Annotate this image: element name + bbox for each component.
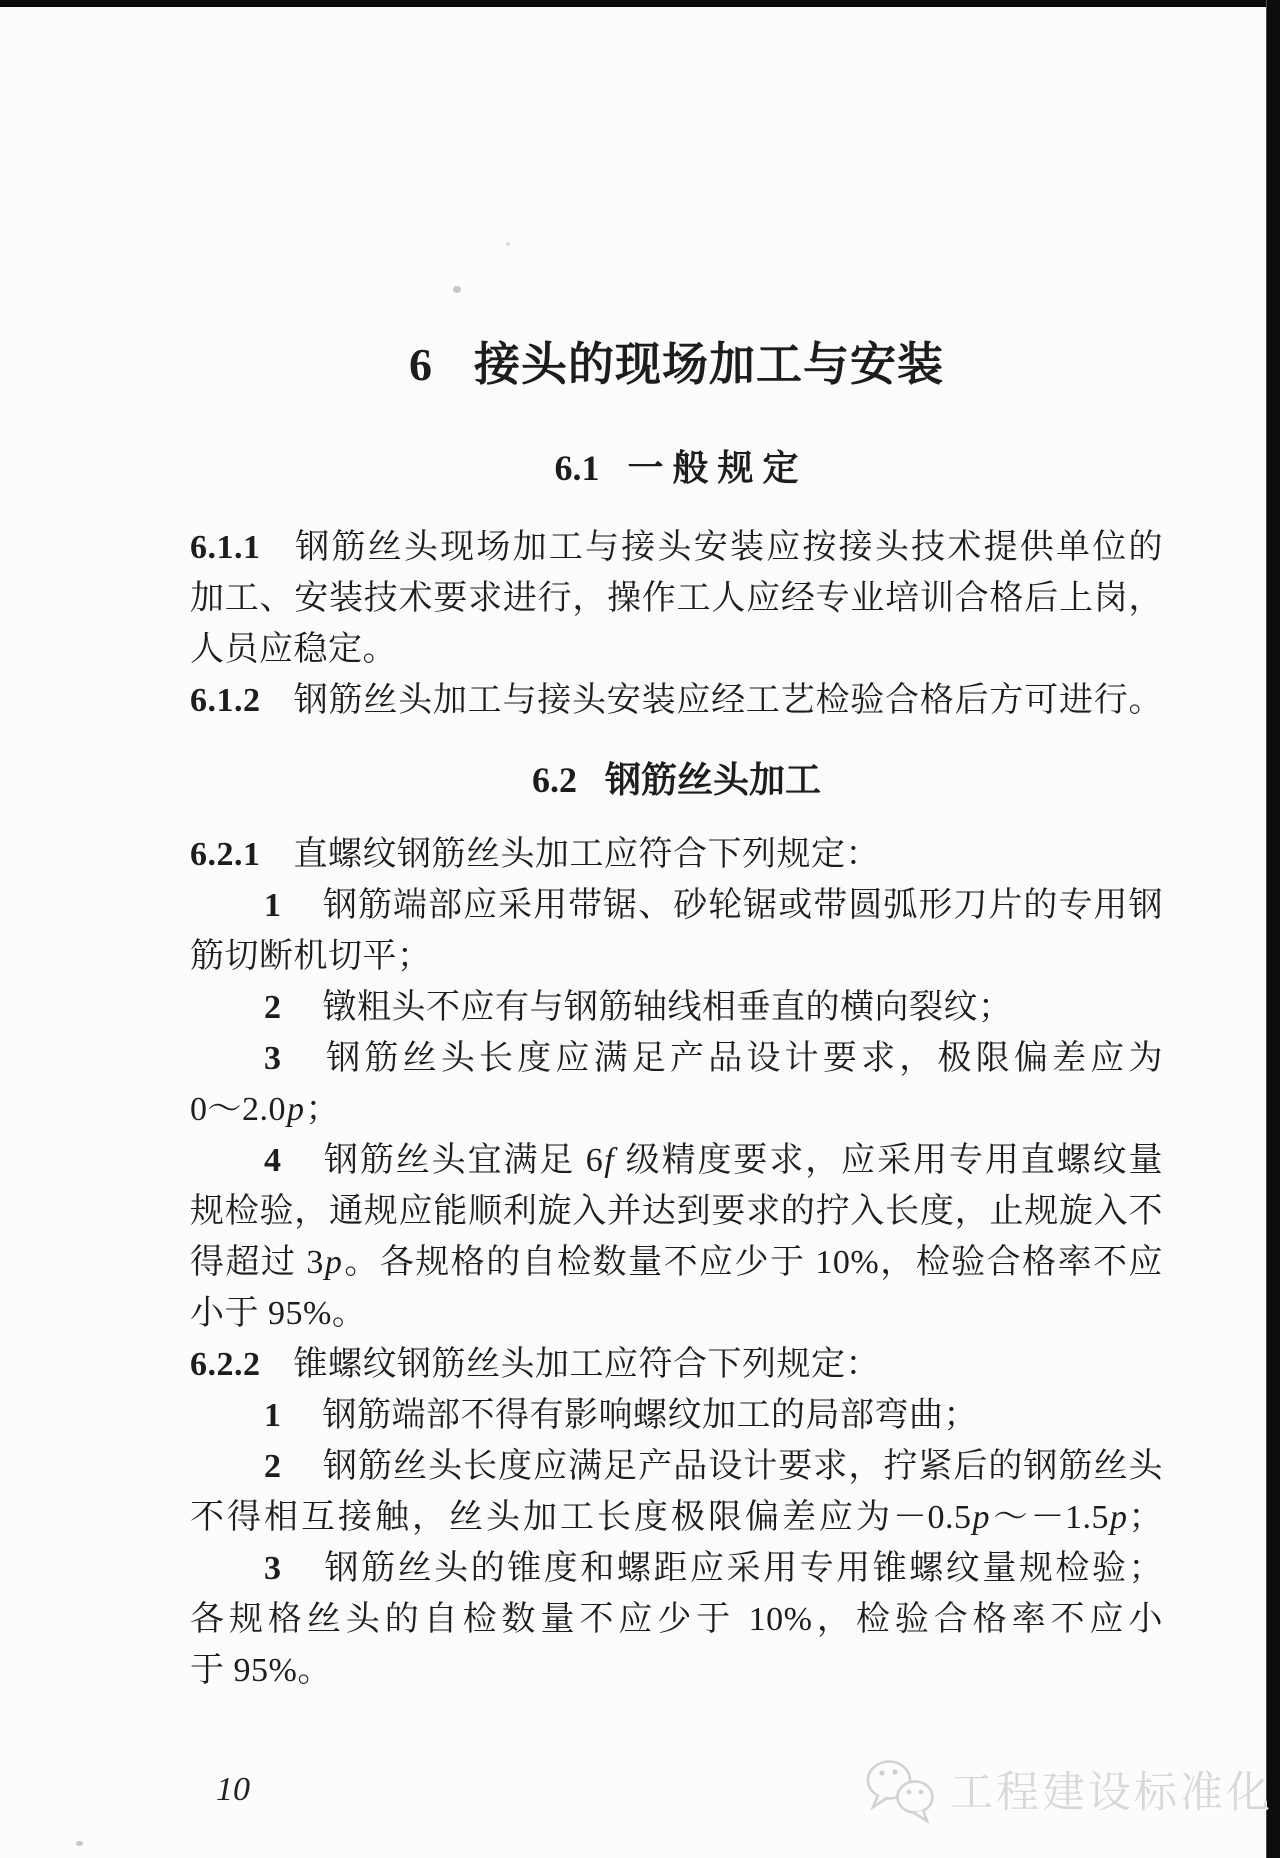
- document-body: [190, 446, 1163, 1696]
- line-text: 直螺纹钢筋丝头加工应符合下列规定：: [293, 836, 880, 873]
- continuation-line: [190, 1237, 1163, 1288]
- item-number: 1: [264, 887, 282, 924]
- chapter-title-text: 接头的现场加工与安装: [474, 339, 944, 390]
- wechat-bubbles-icon: [864, 1758, 940, 1829]
- line-text: 镦粗头不应有与钢筋轴线相垂直的横向裂纹；: [322, 989, 1013, 1026]
- item-line: [190, 982, 1163, 1033]
- item-number: 4: [264, 1142, 282, 1179]
- section-heading-text: 钢筋丝头加工: [604, 760, 821, 800]
- clause-line: [190, 675, 1163, 726]
- line-text: 人员应稳定。: [190, 631, 397, 668]
- item-number: 3: [264, 1040, 282, 1077]
- line-text: 钢筋丝头现场加工与接头安装应按接头技术提供单位的: [293, 529, 1163, 566]
- line-text: 筋切断机切平；: [190, 938, 432, 975]
- item-line: [190, 880, 1163, 931]
- continuation-line: [190, 1645, 1163, 1696]
- clause-line: [190, 522, 1163, 573]
- line-text: 规检验，通规应能顺利旋入并达到要求的拧入长度，止规旋入不: [190, 1193, 1163, 1230]
- continuation-line: [190, 573, 1163, 624]
- item-line: [190, 1033, 1163, 1084]
- watermark-text: 工程建设标准化: [950, 1769, 1272, 1817]
- line-text: 不得相互接触，丝头加工长度极限偏差应为－0.5p～－1.5p；: [190, 1499, 1163, 1536]
- item-number: 1: [264, 1397, 282, 1434]
- item-line: [190, 1543, 1163, 1594]
- line-text: 钢筋端部应采用带锯、砂轮锯或带圆弧形刀片的专用钢: [322, 887, 1163, 924]
- item-line: [190, 1441, 1163, 1492]
- line-text: 0～2.0p；: [190, 1091, 340, 1128]
- chapter-number: 6: [409, 339, 432, 390]
- line-text: 小于 95%。: [190, 1295, 367, 1332]
- watermark: [864, 1758, 1272, 1829]
- page-number: 10: [216, 1771, 250, 1808]
- continuation-line: [190, 931, 1163, 982]
- continuation-line: [190, 624, 1163, 675]
- line-text: 钢筋丝头长度应满足产品设计要求，拧紧后的钢筋丝头: [322, 1448, 1163, 1485]
- section-heading-text: 一 般 规 定: [627, 448, 799, 488]
- item-line: [190, 1390, 1163, 1441]
- clause-number: 6.1.2: [190, 682, 261, 719]
- clause-number: 6.1.1: [190, 529, 261, 566]
- item-number: 2: [264, 1448, 282, 1485]
- clause-number: 6.2.1: [190, 836, 261, 873]
- line-text: 锥螺纹钢筋丝头加工应符合下列规定：: [293, 1346, 880, 1383]
- line-text: 钢筋丝头的锥度和螺距应采用专用锥螺纹量规检验；: [322, 1550, 1163, 1587]
- continuation-line: [190, 1288, 1163, 1339]
- line-text: 加工、安装技术要求进行，操作工人应经专业培训合格后上岗，: [190, 580, 1163, 617]
- item-line: [190, 1135, 1163, 1186]
- clause-line: [190, 829, 1163, 880]
- section-number: 6.2: [531, 760, 577, 800]
- item-number: 2: [264, 989, 282, 1026]
- section-heading: [190, 758, 1163, 802]
- section-number: 6.1: [554, 448, 600, 488]
- continuation-line: [190, 1186, 1163, 1237]
- clause-number: 6.2.2: [190, 1346, 261, 1383]
- line-text: 钢筋丝头加工与接头安装应经工艺检验合格后方可进行。: [293, 682, 1163, 719]
- line-text: 于 95%。: [190, 1652, 332, 1689]
- continuation-line: [190, 1492, 1163, 1543]
- line-text: 钢筋丝头长度应满足产品设计要求，极限偏差应为: [322, 1040, 1163, 1077]
- line-text: 钢筋端部不得有影响螺纹加工的局部弯曲；: [322, 1397, 978, 1434]
- line-text: 钢筋丝头宜满足 6f 级精度要求，应采用专用直螺纹量: [322, 1142, 1164, 1179]
- line-text: 各规格丝头的自检数量不应少于 10%，检验合格率不应小: [190, 1601, 1163, 1638]
- continuation-line: [190, 1594, 1163, 1645]
- item-number: 3: [264, 1550, 282, 1587]
- chapter-title: [190, 337, 1163, 393]
- line-text: 得超过 3p。各规格的自检数量不应少于 10%，检验合格率不应: [190, 1244, 1164, 1281]
- continuation-line: [190, 1084, 1163, 1135]
- section-heading: [190, 446, 1163, 490]
- clause-line: [190, 1339, 1163, 1390]
